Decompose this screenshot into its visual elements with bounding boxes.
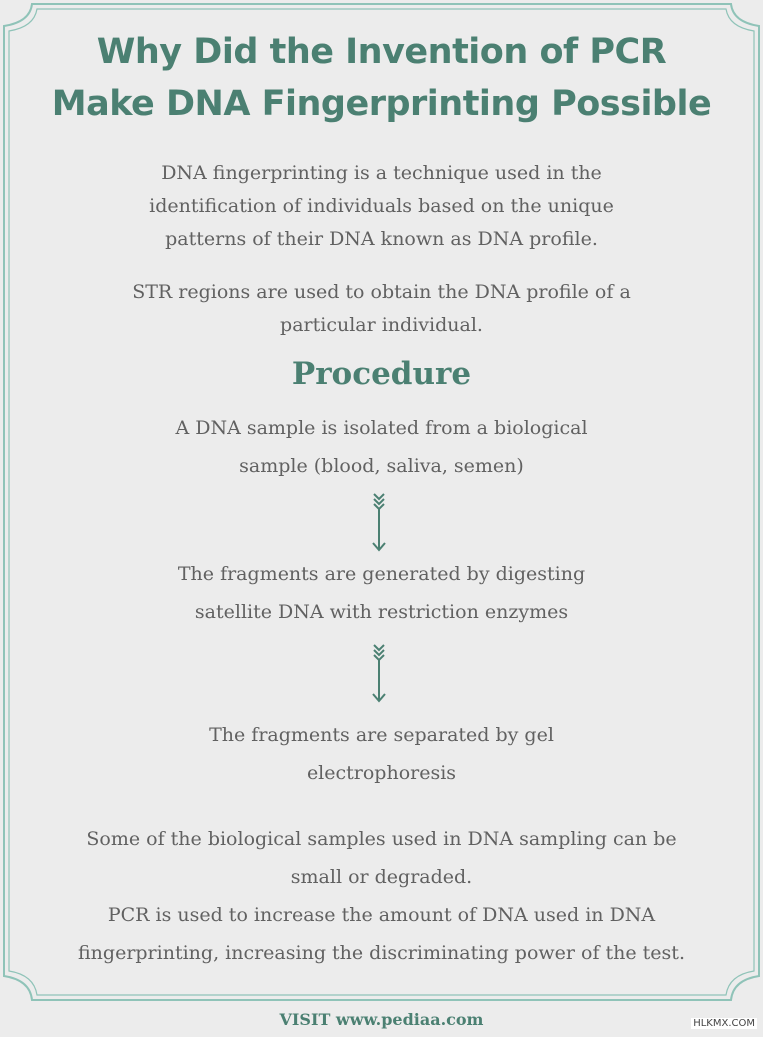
intro-line: STR regions are used to obtain the DNA profile of a — [132, 281, 631, 303]
page-title — [20, 26, 743, 130]
chevron-arrow-down-icon — [368, 492, 390, 552]
procedure-step-1 — [60, 409, 703, 485]
intro-paragraph-str — [40, 276, 723, 342]
step-line: A DNA sample is isolated from a biological — [175, 417, 588, 439]
closing-line: fingerprinting, increasing the discriminating power of the test. — [78, 942, 685, 964]
step-line: The fragments are separated by gel — [209, 724, 554, 746]
step-line: The fragments are generated by digesting — [177, 563, 586, 585]
intro-line: particular individual. — [280, 314, 483, 336]
watermark: HLKMX.COM — [693, 1018, 755, 1029]
step-line: satellite DNA with restriction enzymes — [194, 601, 569, 623]
chevron-arrow-down-icon — [368, 643, 390, 703]
intro-line: DNA fingerprinting is a technique used in the — [161, 162, 602, 184]
procedure-heading: Procedure — [291, 356, 472, 392]
closing-paragraph — [30, 820, 733, 972]
intro-paragraph-definition — [40, 157, 723, 256]
title-line-1: Why Did the Invention of PCR — [96, 32, 667, 72]
intro-line: identification of individuals based on the unique — [149, 195, 614, 217]
visit-link[interactable]: VISIT www.pediaa.com — [279, 1010, 484, 1029]
closing-line: PCR is used to increase the amount of DNA used in DNA — [107, 904, 656, 926]
procedure-step-3 — [60, 716, 703, 792]
closing-line: Some of the biological samples used in DNA sampling can be — [86, 828, 677, 850]
step-line: electrophoresis — [306, 762, 457, 784]
title-line-2: Make DNA Fingerprinting Possible — [51, 84, 712, 124]
closing-line: small or degraded. — [290, 866, 473, 888]
step-line: sample (blood, saliva, semen) — [239, 455, 524, 477]
intro-line: patterns of their DNA known as DNA profile. — [165, 228, 598, 250]
procedure-step-2 — [60, 555, 703, 631]
